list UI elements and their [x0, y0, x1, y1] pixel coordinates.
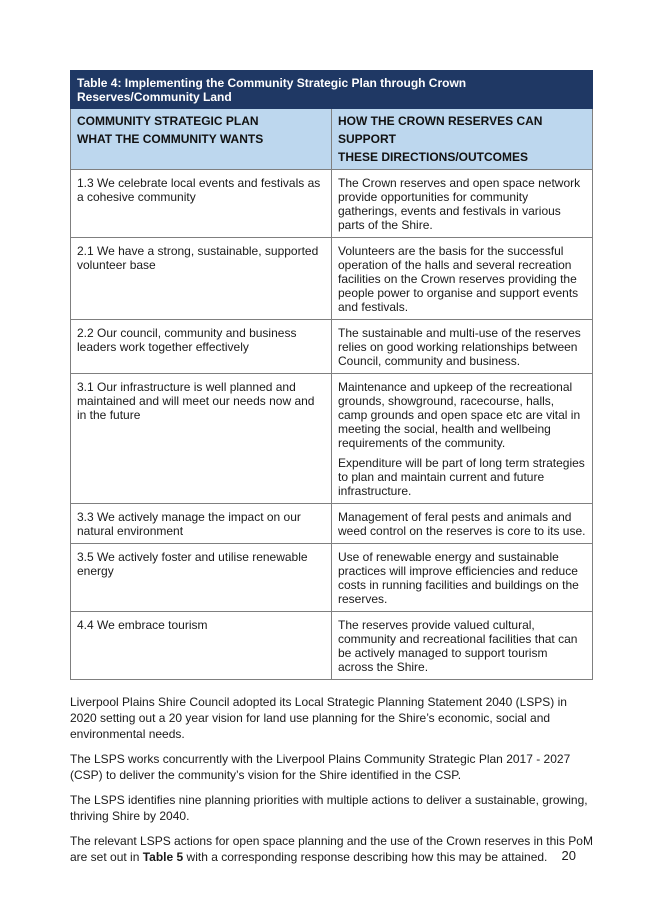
- paragraph: The LSPS identifies nine planning priorities with multiple actions to deliver a sustainable, growing, thriving Shire by 2040.: [70, 793, 588, 823]
- paragraph-table-5-reference: [70, 833, 593, 865]
- column-header-crown-support: [332, 109, 593, 170]
- support-paragraph: Use of renewable energy and sustainable practices will improve efficiencies and reduce costs in running facilities and buildings on the reserves.: [338, 550, 579, 606]
- table-body: [71, 170, 593, 680]
- column-header-line: HOW THE CROWN RESERVES CAN SUPPORT: [338, 114, 543, 146]
- table-caption-row: [71, 71, 593, 109]
- support-paragraph: Volunteers are the basis for the successful operation of the halls and several recreation facilities on the Crown reserves providing the people power to organise and support events and festivals.: [338, 244, 579, 314]
- implementation-table: [70, 70, 593, 680]
- community-want-cell: 3.5 We actively foster and utilise renewable energy: [71, 544, 332, 612]
- support-paragraph: The sustainable and multi-use of the reserves relies on good working relationships between Council, community and business.: [338, 326, 581, 368]
- paragraph-text: The relevant LSPS actions for open space planning and the use of the Crown reserves in this PoM are set out in: [70, 834, 593, 864]
- support-paragraph: The Crown reserves and open space network provide opportunities for community gatherings, events and festivals in various parts of the Shire.: [338, 176, 581, 232]
- paragraph-text: with a corresponding response describing how this may be attained.: [183, 850, 548, 864]
- support-paragraph: The reserves provide valued cultural, community and recreational facilities that can be actively managed to support tourism across the Shire.: [338, 618, 578, 674]
- crown-support-cell: [332, 320, 593, 374]
- support-paragraph: Management of feral pests and animals and weed control on the reserves is core to its use.: [338, 510, 586, 538]
- page-content: [70, 70, 593, 865]
- table-row: [71, 320, 593, 374]
- community-want-cell: 4.4 We embrace tourism: [71, 612, 332, 680]
- crown-support-cell: [332, 544, 593, 612]
- table-header-row: [71, 109, 593, 170]
- support-paragraph: Maintenance and upkeep of the recreational grounds, showground, racecourse, halls, camp grounds and open space etc are vital in meeting the social, health and wellbeing requirements of the community.: [338, 380, 581, 450]
- table-row: [71, 504, 593, 544]
- page-number: 20: [561, 848, 576, 863]
- support-paragraph: Expenditure will be part of long term strategies to plan and maintain current and future infrastructure.: [338, 456, 585, 498]
- community-want-cell: 3.3 We actively manage the impact on our natural environment: [71, 504, 332, 544]
- paragraph: Liverpool Plains Shire Council adopted its Local Strategic Planning Statement 2040 (LSPS) in 2020 setting out a 20 year vision for land use planning for the Shire’s economic, social and environmental needs.: [70, 695, 567, 741]
- table-caption: Table 4: Implementing the Community Strategic Plan through Crown Reserves/Community Land: [71, 71, 593, 109]
- column-header-community-wants: [71, 109, 332, 170]
- table-row: [71, 612, 593, 680]
- community-want-cell: 2.1 We have a strong, sustainable, supported volunteer base: [71, 238, 332, 320]
- paragraph: The LSPS works concurrently with the Liverpool Plains Community Strategic Plan 2017 - 2027 (CSP) to deliver the community’s vision for the Shire identified in the CSP.: [70, 752, 571, 782]
- crown-support-cell: [332, 374, 593, 504]
- table-row: [71, 170, 593, 238]
- column-header-line: THESE DIRECTIONS/OUTCOMES: [338, 150, 529, 164]
- body-text: [70, 694, 593, 865]
- community-want-cell: 3.1 Our infrastructure is well planned and maintained and will meet our needs now and in the future: [71, 374, 332, 504]
- crown-support-cell: [332, 504, 593, 544]
- community-want-cell: 1.3 We celebrate local events and festivals as a cohesive community: [71, 170, 332, 238]
- table-row: [71, 544, 593, 612]
- table-row: [71, 374, 593, 504]
- column-header-line: WHAT THE COMMUNITY WANTS: [77, 132, 264, 146]
- table-5-reference: Table 5: [142, 850, 184, 864]
- crown-support-cell: [332, 238, 593, 320]
- crown-support-cell: [332, 170, 593, 238]
- crown-support-cell: [332, 612, 593, 680]
- column-header-line: COMMUNITY STRATEGIC PLAN: [77, 114, 259, 128]
- community-want-cell: 2.2 Our council, community and business leaders work together effectively: [71, 320, 332, 374]
- table-row: [71, 238, 593, 320]
